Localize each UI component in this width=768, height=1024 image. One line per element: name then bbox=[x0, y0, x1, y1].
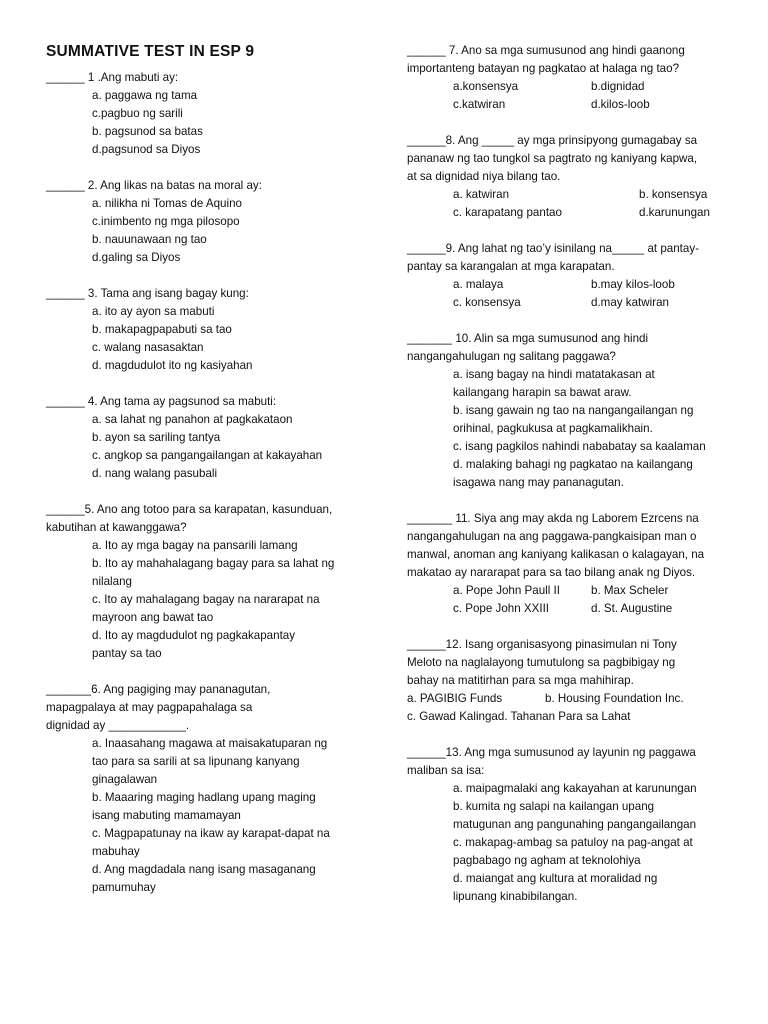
option: a. PAGIBIG Funds bbox=[407, 692, 503, 705]
question-4 bbox=[46, 393, 371, 483]
right-column bbox=[407, 42, 737, 906]
option: b. Max Scheler bbox=[591, 584, 669, 597]
question-stem: mapagpalaya at may pagpapahalaga sa bbox=[46, 701, 253, 714]
option: b. konsensya bbox=[639, 188, 708, 201]
option: d.karunungan bbox=[639, 206, 710, 219]
question-stem: bahay na matitirhan para sa mga mahihirap. bbox=[407, 674, 634, 687]
option: pamumuhay bbox=[92, 881, 156, 894]
option-row bbox=[453, 276, 737, 294]
question-stem: importanteng batayan ng pagkatao at halaga ng tao? bbox=[407, 62, 680, 75]
option: c.inimbento ng mga pilosopo bbox=[92, 215, 240, 228]
option: a. nilikha ni Tomas de Aquino bbox=[92, 197, 242, 210]
option: a. sa lahat ng panahon at pagkakataon bbox=[92, 413, 293, 426]
option: matugunan ang pangunahing pangangailangan bbox=[453, 818, 697, 831]
option: a.konsensya bbox=[453, 80, 519, 93]
option-row bbox=[453, 600, 737, 618]
option: b. nauunawaan ng tao bbox=[92, 233, 207, 246]
question-stem: kabutihan at kawanggawa? bbox=[46, 521, 187, 534]
question-stem: ______ 2. Ang likas na batas na moral ay: bbox=[46, 179, 262, 192]
option: b. pagsunod sa batas bbox=[92, 125, 203, 138]
option: b. ayon sa sariling tantya bbox=[92, 431, 221, 444]
option: c.katwiran bbox=[453, 98, 506, 111]
option: d.kilos-loob bbox=[591, 98, 650, 111]
question-stem: _______ 10. Alin sa mga sumusunod ang hindi bbox=[407, 332, 649, 345]
option: orihinal, pagkukusa at pagkamalikhain. bbox=[453, 422, 653, 435]
option: d. magdudulot ito ng kasiyahan bbox=[92, 359, 253, 372]
option: lipunang kinabibilangan. bbox=[453, 890, 578, 903]
option: tao para sa sarili at sa lipunang kanyang bbox=[92, 755, 300, 768]
option: d. Ang magdadala nang isang masaganang bbox=[92, 863, 316, 876]
option-row bbox=[453, 294, 737, 312]
option: d. maiangat ang kultura at moralidad ng bbox=[453, 872, 658, 885]
question-stem: ______ 4. Ang tama ay pagsunod sa mabuti: bbox=[46, 395, 277, 408]
option: nilalang bbox=[92, 575, 132, 588]
option: d. Ito ay magdudulot ng pagkakapantay bbox=[92, 629, 296, 642]
option: b. Ito ay mahahalagang bagay para sa lahat ng bbox=[92, 557, 335, 570]
option-row bbox=[453, 186, 737, 204]
option-row bbox=[453, 96, 737, 114]
question-stem: at sa dignidad niya bilang tao. bbox=[407, 170, 561, 183]
question-stem: _______ 11. Siya ang may akda ng Laborem Ezrcens na bbox=[407, 512, 699, 525]
option: c. isang pagkilos nahindi nababatay sa kaalaman bbox=[453, 440, 706, 453]
question-11 bbox=[407, 510, 737, 618]
option: c. karapatang pantao bbox=[453, 206, 562, 219]
option: a. ito ay ayon sa mabuti bbox=[92, 305, 215, 318]
option: a. paggawa ng tama bbox=[92, 89, 198, 102]
option: mabuhay bbox=[92, 845, 140, 858]
option: b. isang gawain ng tao na nangangailangan ng bbox=[453, 404, 694, 417]
option: c. makapag-ambag sa patuloy na pag-angat at bbox=[453, 836, 693, 849]
option: d.pagsunod sa Diyos bbox=[92, 143, 201, 156]
question-7 bbox=[407, 42, 737, 114]
option: c. angkop sa pangangailangan at kakayahan bbox=[92, 449, 323, 462]
question-stem: pananaw ng tao tungkol sa pagtrato ng kaniyang kapwa, bbox=[407, 152, 698, 165]
question-stem: ______ 7. Ano sa mga sumusunod ang hindi gaanong bbox=[407, 44, 685, 57]
question-stem: nangangahulugan na ang paggawa-pangkaisipan man o bbox=[407, 530, 697, 543]
question-3 bbox=[46, 285, 371, 375]
option: c. Magpapatunay na ikaw ay karapat-dapat na bbox=[92, 827, 330, 840]
question-2 bbox=[46, 177, 371, 267]
option: b.dignidad bbox=[591, 80, 645, 93]
question-stem: ______12. Isang organisasyong pinasimulan ni Tony bbox=[407, 638, 677, 651]
question-stem: ______8. Ang _____ ay mga prinsipyong gumagabay sa bbox=[407, 134, 698, 147]
left-column bbox=[46, 42, 371, 897]
option: d. nang walang pasubali bbox=[92, 467, 218, 480]
option: c. Gawad Kalingad. Tahanan Para sa Lahat bbox=[407, 710, 631, 723]
option: d. malaking bahagi ng pagkatao na kailangang bbox=[453, 458, 693, 471]
question-stem: _______6. Ang pagiging may pananagutan, bbox=[46, 683, 271, 696]
option: a. Pope John Paull II bbox=[453, 584, 560, 597]
option: c.pagbuo ng sarili bbox=[92, 107, 183, 120]
option-row bbox=[453, 204, 737, 222]
option: a. isang bagay na hindi matatakasan at bbox=[453, 368, 655, 381]
question-9 bbox=[407, 240, 737, 312]
option: a. maipagmalaki ang kakayahan at karunungan bbox=[453, 782, 697, 795]
page-title: SUMMATIVE TEST IN ESP 9 bbox=[46, 43, 255, 60]
option-row bbox=[453, 78, 737, 96]
question-8 bbox=[407, 132, 737, 222]
question-stem: makatao ay nararapat para sa tao bilang anak ng Diyos. bbox=[407, 566, 696, 579]
option: b. Housing Foundation Inc. bbox=[545, 692, 684, 705]
option: pantay sa tao bbox=[92, 647, 162, 660]
question-5 bbox=[46, 501, 371, 663]
question-stem: ______5. Ano ang totoo para sa karapatan, kasunduan, bbox=[46, 503, 333, 516]
option: b.may kilos-loob bbox=[591, 278, 675, 291]
option: d.galing sa Diyos bbox=[92, 251, 181, 264]
question-13 bbox=[407, 744, 737, 906]
option: d.may katwiran bbox=[591, 296, 669, 309]
question-stem: ______9. Ang lahat ng tao’y isinilang na_____ at pantay- bbox=[407, 242, 700, 255]
question-12 bbox=[407, 636, 737, 726]
question-stem: ______ 3. Tama ang isang bagay kung: bbox=[46, 287, 249, 300]
question-10 bbox=[407, 330, 737, 492]
option: b. Maaaring maging hadlang upang maging bbox=[92, 791, 316, 804]
option: a. Ito ay mga bagay na pansarili lamang bbox=[92, 539, 298, 552]
option: c. walang nasasaktan bbox=[92, 341, 204, 354]
option: kailangang harapin sa bawat araw. bbox=[453, 386, 632, 399]
option: a. Inaasahang magawa at maisakatuparan ng bbox=[92, 737, 328, 750]
option-row bbox=[407, 690, 737, 708]
option: mayroon ang bawat tao bbox=[92, 611, 214, 624]
option: b. kumita ng salapi na kailangan upang bbox=[453, 800, 655, 813]
question-stem: pantay sa karangalan at mga karapatan. bbox=[407, 260, 615, 273]
option: c. Ito ay mahalagang bagay na nararapat na bbox=[92, 593, 320, 606]
question-stem: manwal, anoman ang kaniyang kalikasan o kalagayan, na bbox=[407, 548, 705, 561]
question-stem: ______ 1 .Ang mabuti ay: bbox=[46, 71, 179, 84]
question-stem: ______13. Ang mga sumusunod ay layunin ng paggawa bbox=[407, 746, 696, 759]
question-stem: dignidad ay ____________. bbox=[46, 719, 190, 732]
option: pagbabago ng agham at teknolohiya bbox=[453, 854, 641, 867]
option: a. malaya bbox=[453, 278, 504, 291]
option: b. makapagpapabuti sa tao bbox=[92, 323, 232, 336]
question-1 bbox=[46, 69, 371, 159]
question-stem: Meloto na naglalayong tumutulong sa pagbibigay ng bbox=[407, 656, 676, 669]
option: a. katwiran bbox=[453, 188, 510, 201]
option: c. Pope John XXIII bbox=[453, 602, 550, 615]
question-6 bbox=[46, 681, 371, 897]
option: ginagalawan bbox=[92, 773, 158, 786]
option: isang mabuting mamamayan bbox=[92, 809, 241, 822]
question-stem: nangangahulugan ng salitang paggawa? bbox=[407, 350, 616, 363]
option: d. St. Augustine bbox=[591, 602, 673, 615]
option-row bbox=[453, 582, 737, 600]
question-stem: maliban sa isa: bbox=[407, 764, 485, 777]
option: c. konsensya bbox=[453, 296, 521, 309]
option: isagawa nang may pananagutan. bbox=[453, 476, 624, 489]
